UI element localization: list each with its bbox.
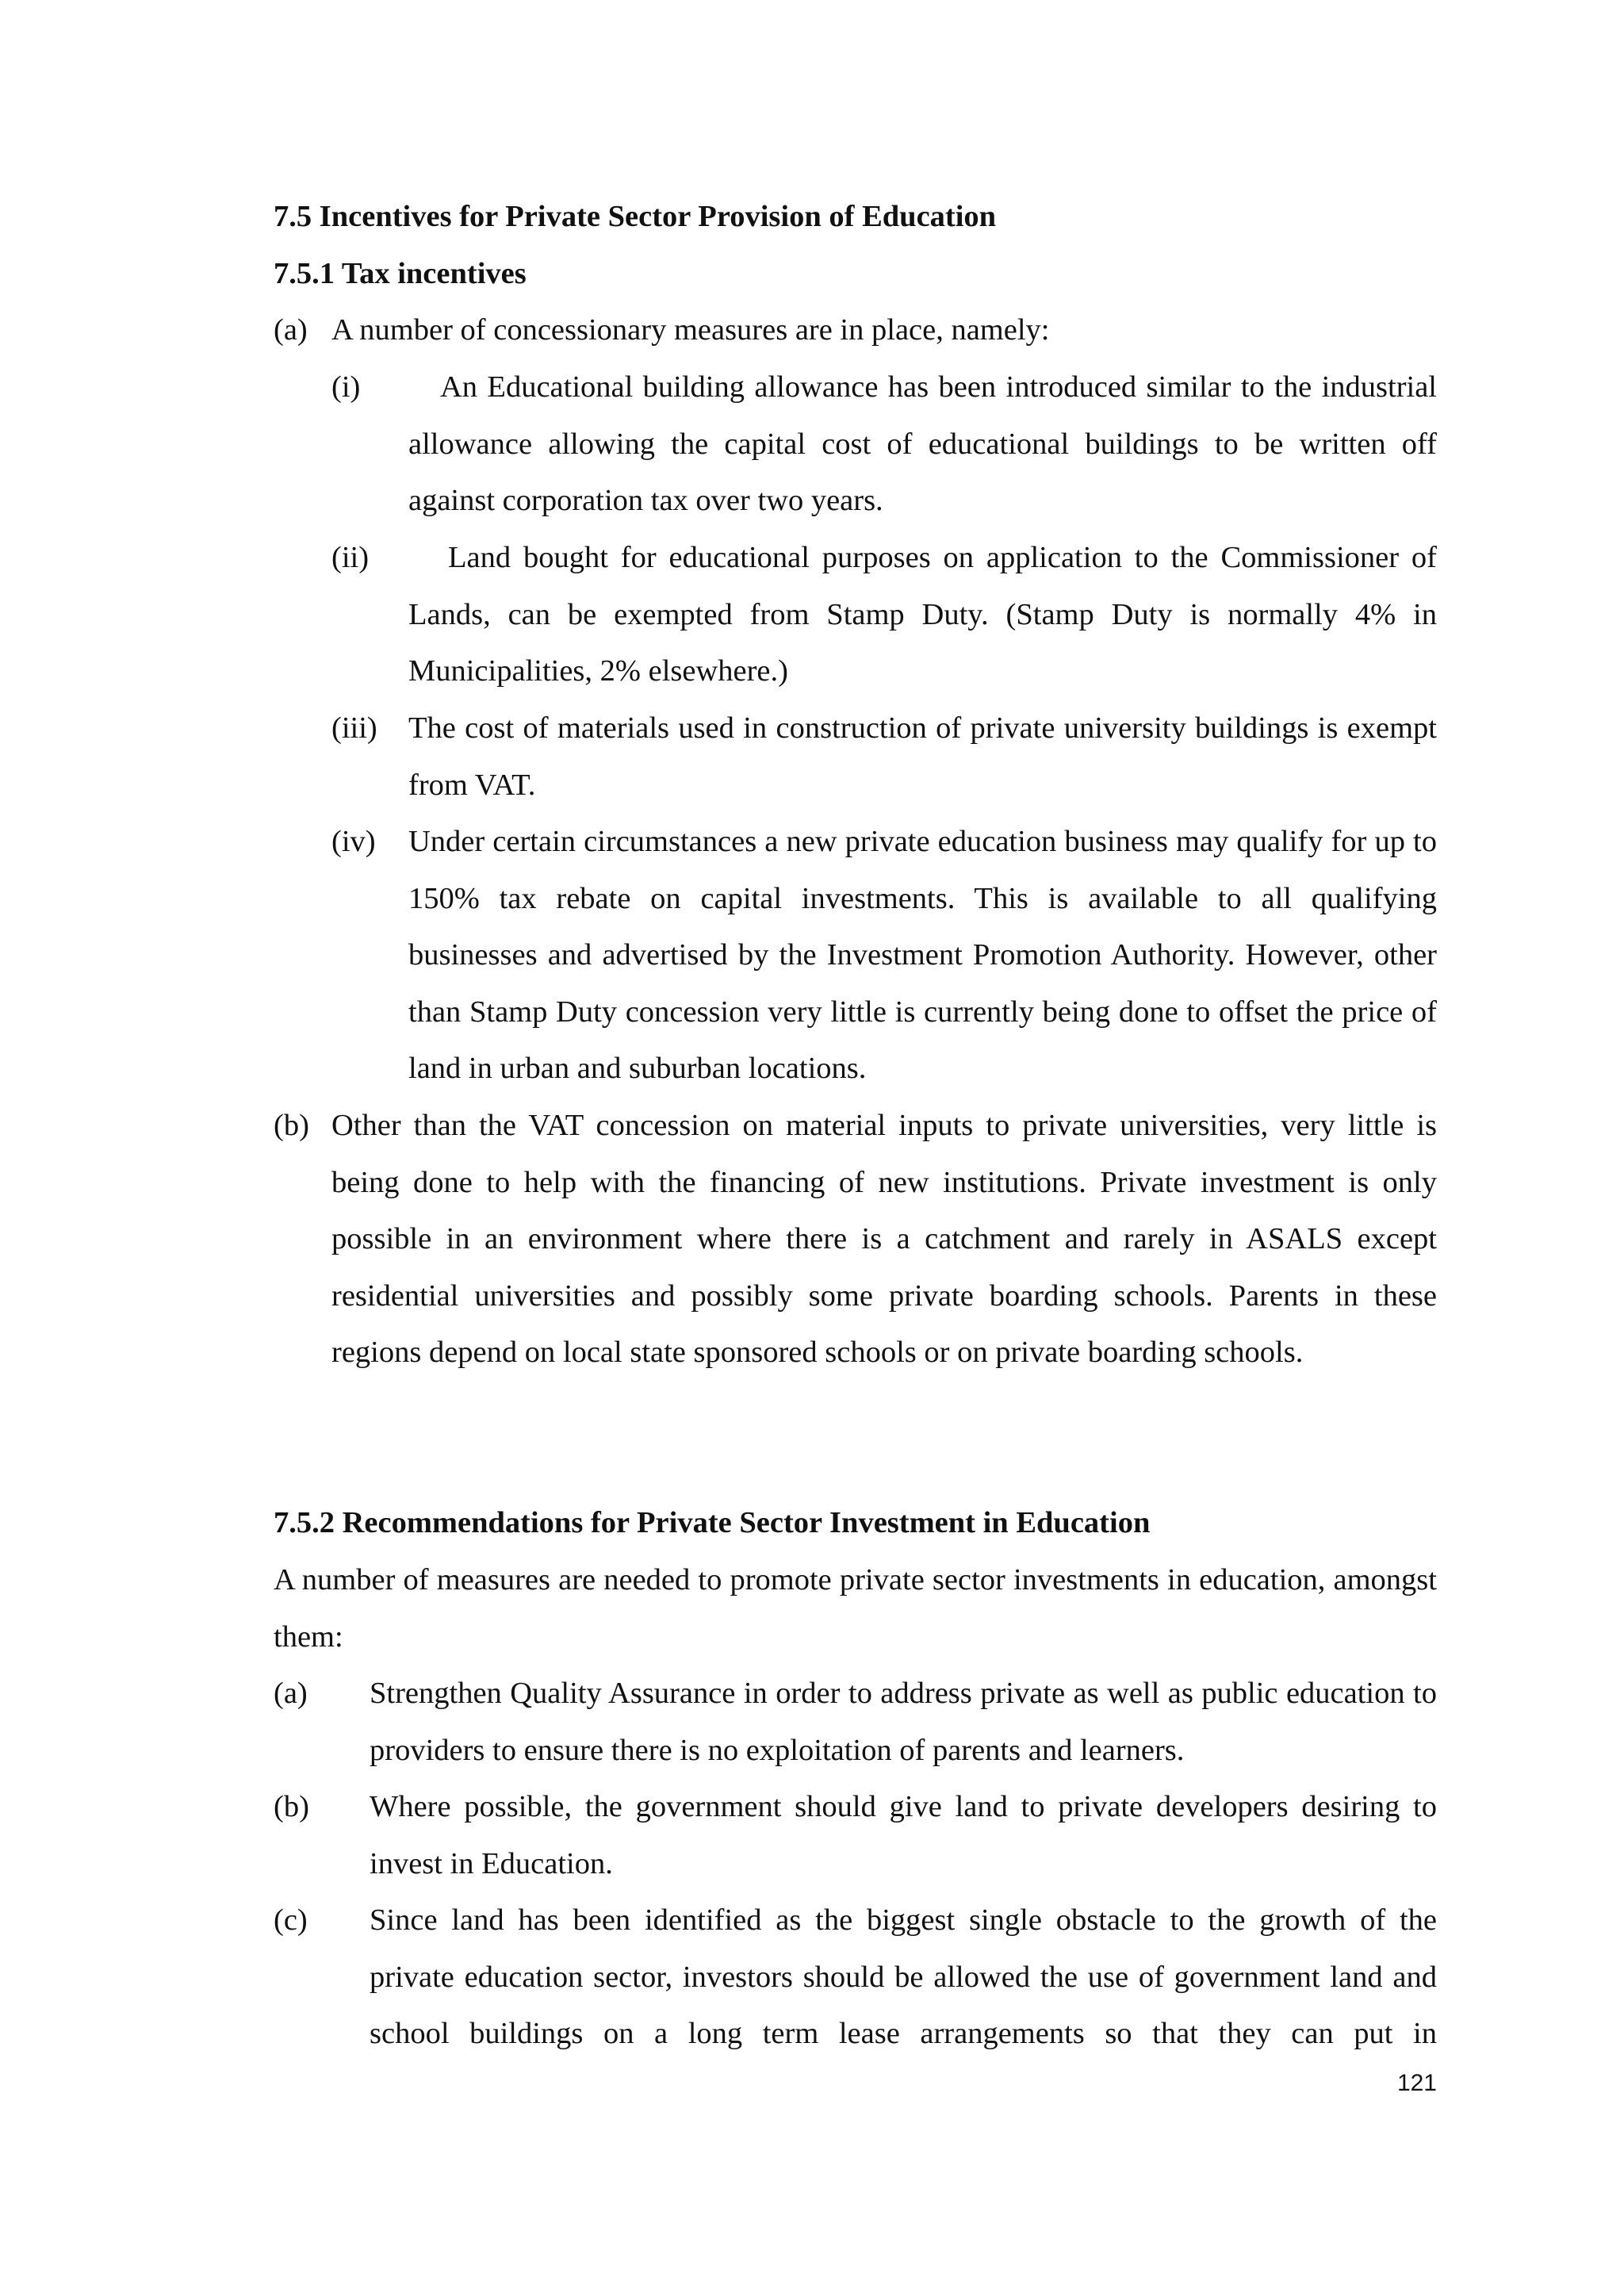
list-item-iv: Under certain circumstances a new private education business may qualify for up to 150% tax rebate on capital investments. This is available to all qualifying businesses and advertised by the Investment Promotion Authority. However, other than Stamp Duty concession very little is currently being done to offset the price of land in urban and suburban locations. [408,825,1437,1085]
list-label-iv: (iv) [331,825,376,858]
recommendation-c: Since land has been identified as the biggest single obstacle to the growth of the private education sector, investors should be allowed the use of government land and school buildings on a long term lease arrangements so that they can put in [370,1903,1437,2050]
list-label-b: (b) [274,1109,309,1142]
list-label-iii: (iii) [331,711,377,745]
list-item-ii: Land bought for educational purposes on application to the Commissioner of Lands, can be exempted from Stamp Duty. (Stamp Duty is normally 4% in Municipalities, 2% elsewhere.) [408,541,1437,688]
list-label-i: (i) [331,370,361,404]
recommendation-b: Where possible, the government should give land to private developers desiring to invest in Education. [370,1790,1437,1880]
paragraph-a: A number of concessionary measures are in place, namely: [331,313,1050,347]
recommendation-label-c: (c) [274,1903,308,1937]
list-label-a: (a) [274,313,308,347]
recommendation-label-b: (b) [274,1790,309,1823]
paragraph-b: Other than the VAT concession on material inputs to private universities, very little is being done to help with the financing of new institutions. Private investment is only possible in an environment where there is a catchment and rarely in ASALS except residential universities and possibly some private boarding schools. Parents in these regions depend on local state sponsored schools or on private boarding schools. [331,1109,1437,1369]
section-7-5-2-heading: 7.5.2 Recommendations for Private Sector Investment in Education [274,1506,1151,1539]
list-item-i: An Educational building allowance has been introduced similar to the industrial allowance allowing the capital cost of educational buildings to be written off against corporation tax over two years. [408,370,1437,517]
list-item-iii: The cost of materials used in construction of private university buildings is exempt from VAT. [408,711,1437,802]
section-7-5-1-heading: 7.5.1 Tax incentives [274,257,527,290]
section-7-5-2-intro: A number of measures are needed to promote private sector investments in education, amongst them: [274,1563,1437,1654]
section-7-5-heading: 7.5 Incentives for Private Sector Provision of Education [274,200,997,233]
recommendation-label-a: (a) [274,1677,308,1710]
list-label-ii: (ii) [331,541,370,574]
page-number: 121 [1396,2070,1437,2096]
recommendation-a: Strengthen Quality Assurance in order to address private as well as public education to providers to ensure there is no exploitation of parents and learners. [370,1677,1437,1767]
